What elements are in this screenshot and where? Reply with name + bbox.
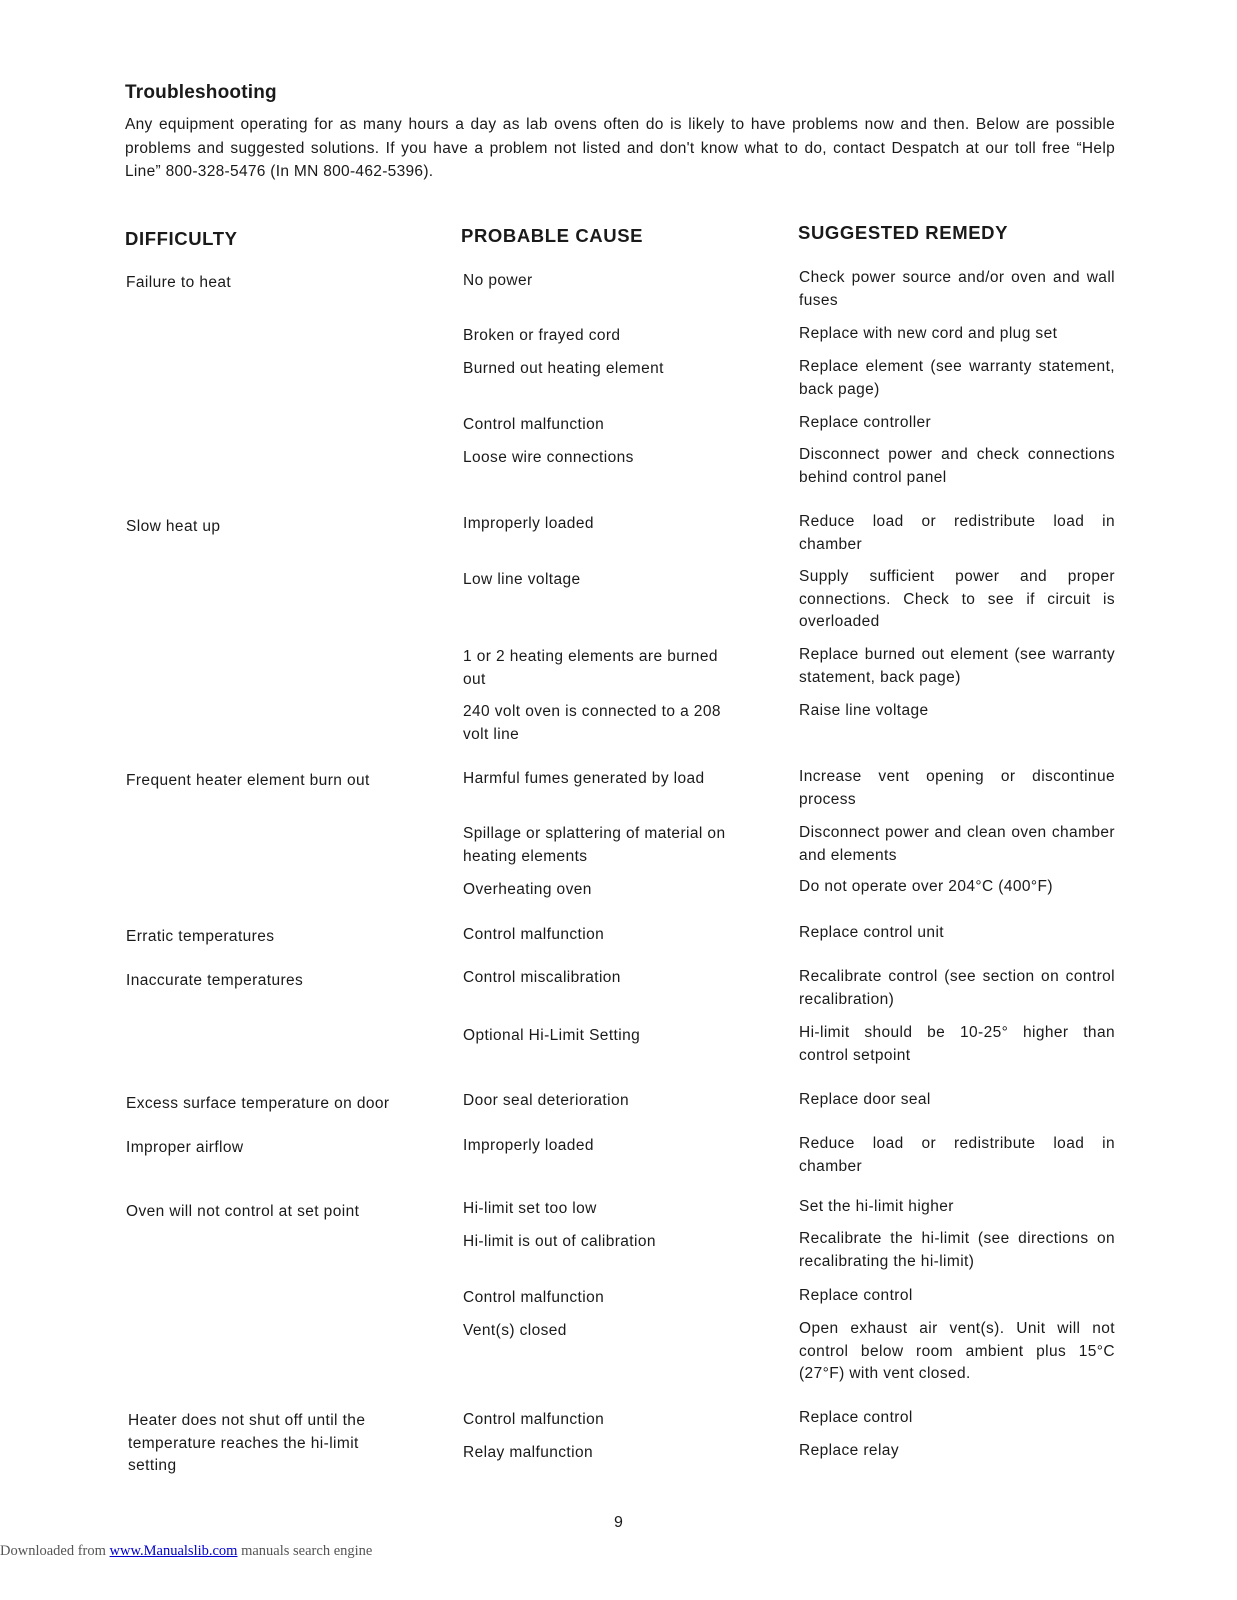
cause-item: 1 or 2 heating elements are burned out [463,648,718,688]
cause-item: Harmful fumes generated by load [463,770,705,787]
difficulty-item: Heater does not shut off until the temperature reaches the hi-limit setting [128,1412,366,1474]
difficulty-item: Excess surface temperature on door [126,1095,390,1112]
cause-item: Improperly loaded [463,1137,594,1154]
footer-prefix: Downloaded from [0,1543,110,1559]
remedy-item: Replace control unit [799,924,944,941]
difficulty-item: Failure to heat [126,274,232,291]
cause-item: Control malfunction [463,416,605,433]
remedy-item: Replace relay [799,1442,899,1459]
cause-item: Door seal deterioration [463,1092,630,1109]
remedy-header: SUGGESTED REMEDY [798,222,1009,243]
remedy-item: Raise line voltage [799,702,929,719]
difficulty-item: Slow heat up [126,518,221,535]
remedy-item: Disconnect power and check connections behind control panel [799,446,1115,486]
intro-paragraph: Any equipment operating for as many hours a day as lab ovens often do is likely to have problems now and then. Below are possible problems and suggested solutions. If you have a problem not listed and don't know what to do, contact Despatch at our toll free “Help Line” 800-328-5476 (In MN 800-462-5396). [125,116,1115,180]
remedy-item: Replace element (see warranty statement, back page) [799,358,1115,398]
remedy-item: Disconnect power and clean oven chamber and elements [799,824,1115,864]
cause-item: Control malfunction [463,1289,605,1306]
cause-item: Burned out heating element [463,360,664,377]
cause-item: Vent(s) closed [463,1322,567,1339]
remedy-item: Supply sufficient power and proper connections. Check to see if circuit is overloaded [799,568,1115,630]
remedy-item: Open exhaust air vent(s). Unit will not control below room ambient plus 15°C (27°F) with vent closed. [799,1320,1115,1382]
cause-item: Overheating oven [463,881,592,898]
footer-suffix: manuals search engine [237,1543,373,1559]
difficulty-item: Oven will not control at set point [126,1203,360,1220]
remedy-item: Increase vent opening or discontinue process [799,768,1115,808]
difficulty-item: Erratic temperatures [126,928,275,945]
remedy-item: Check power source and/or oven and wall fuses [799,269,1115,309]
remedy-item: Set the hi-limit higher [799,1198,954,1215]
remedy-item: Replace control [799,1409,913,1426]
cause-item: Improperly loaded [463,515,594,532]
cause-item: Control miscalibration [463,969,621,986]
difficulty-item: Frequent heater element burn out [126,772,370,789]
remedy-item: Recalibrate control (see section on control recalibration) [799,968,1115,1008]
cause-item: Loose wire connections [463,449,634,466]
remedy-item: Reduce load or redistribute load in chamber [799,1135,1115,1175]
cause-item: Broken or frayed cord [463,327,621,344]
remedy-item: Hi-limit should be 10-25° higher than control setpoint [799,1024,1115,1064]
difficulty-header: DIFFICULTY [125,228,238,249]
remedy-item: Replace burned out element (see warranty statement, back page) [799,646,1115,686]
cause-item: Spillage or splattering of material on heating elements [463,825,726,865]
cause-item: Control malfunction [463,926,605,943]
page-number: 9 [614,1514,623,1531]
remedy-item: Replace door seal [799,1091,931,1108]
cause-item: No power [463,272,533,289]
cause-item: Relay malfunction [463,1444,593,1461]
cause-header: PROBABLE CAUSE [461,225,644,246]
cause-item: 240 volt oven is connected to a 208 volt line [463,703,721,743]
remedy-item: Replace controller [799,414,932,431]
remedy-item: Replace control [799,1287,913,1304]
cause-item: Optional Hi-Limit Setting [463,1027,641,1044]
remedy-item: Reduce load or redistribute load in chamber [799,513,1115,553]
cause-item: Hi-limit is out of calibration [463,1233,656,1250]
cause-item: Control malfunction [463,1411,605,1428]
manualslib-link[interactable]: www.Manualslib.com [109,1543,238,1559]
remedy-item: Replace with new cord and plug set [799,325,1058,342]
remedy-item: Recalibrate the hi-limit (see directions on recalibrating the hi-limit) [799,1230,1115,1270]
difficulty-item: Improper airflow [126,1139,244,1156]
cause-item: Hi-limit set too low [463,1200,597,1217]
page-title: Troubleshooting [125,82,277,103]
download-footer [0,1543,372,1560]
remedy-item: Do not operate over 204°C (400°F) [799,878,1053,895]
cause-item: Low line voltage [463,571,581,588]
difficulty-item: Inaccurate temperatures [126,972,304,989]
